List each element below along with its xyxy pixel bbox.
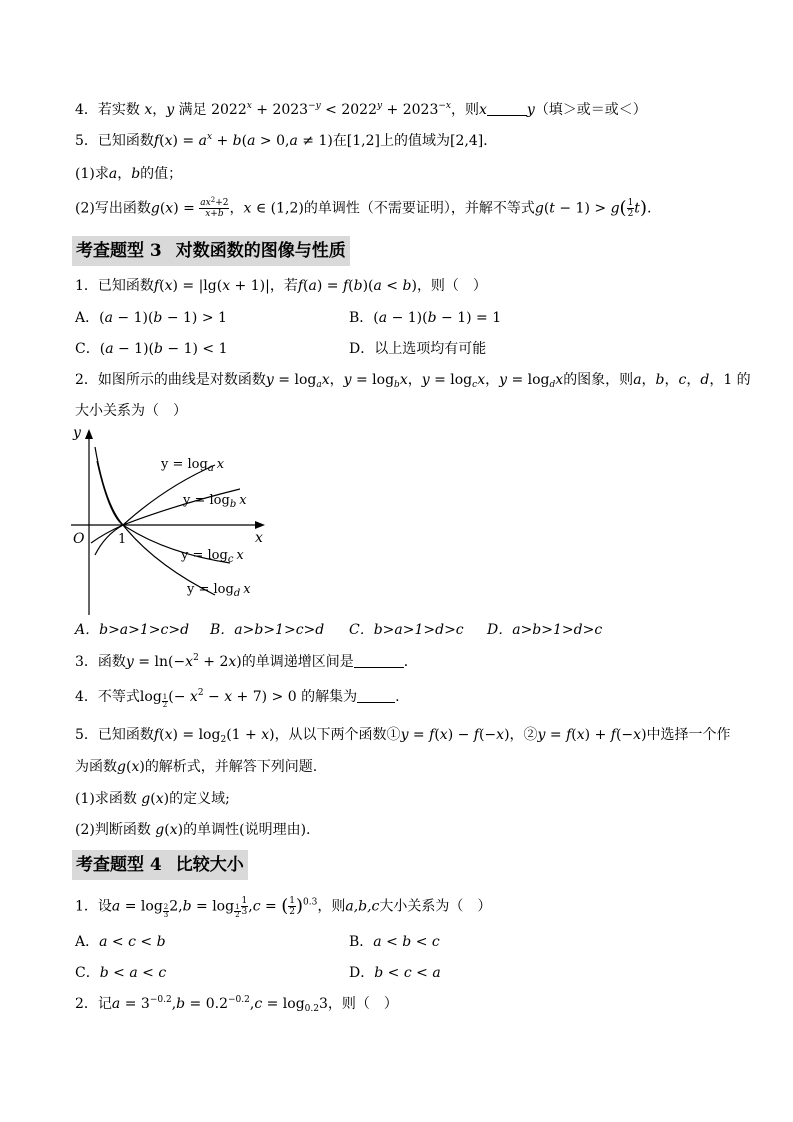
x-axis-label: x bbox=[255, 530, 263, 546]
x-axis-arrow bbox=[255, 521, 265, 529]
curve-label-b bbox=[182, 493, 247, 510]
option-d[interactable]: D．以上选项均有可能 bbox=[349, 341, 487, 357]
option-b[interactable]: B．(a − 1)(b − 1) = 1 bbox=[349, 310, 502, 326]
option-a[interactable]: A．b>a>1>c>d bbox=[75, 622, 190, 638]
option-b[interactable]: B．a < b < c bbox=[349, 934, 440, 950]
one-label: 1 bbox=[118, 532, 127, 547]
log-curves-graph bbox=[65, 425, 275, 620]
svg-text:y = logbx: $y = \log_b x$ bbox=[183, 493, 247, 510]
y-axis-arrow bbox=[85, 429, 93, 439]
sec3-question-5-part-2: (2)判断函数 g(x)的单调性(说明理由). bbox=[75, 822, 311, 838]
option-c[interactable]: C．b < a < c bbox=[75, 965, 167, 981]
answer-blank[interactable] bbox=[357, 688, 395, 703]
question-5-part-2: (2)写出函数g(x) = $\frac{ax^2+2}{x+b}$ ，x ∈ (1,2)的单调性（不需要证明），并解不等式g(t − 1) > g( $\frac{1}{2}$ t). bbox=[75, 196, 652, 219]
sec4-question-2: 2．记$a = 3^{-0.2},b = 0.2^{-0.2},c = \log_{0.2}3$，则（ ） bbox=[75, 995, 398, 1014]
option-c[interactable]: C．(a − 1)(b − 1) < 1 bbox=[75, 341, 228, 357]
question-5-part-1: (1)求a，b的值； bbox=[75, 166, 183, 182]
answer-blank[interactable] bbox=[354, 653, 404, 668]
option-d[interactable]: D．a>b>1>d>c bbox=[487, 622, 603, 638]
option-a[interactable]: A．(a − 1)(b − 1) > 1 bbox=[75, 310, 227, 326]
question-5-exponent: 5．已知函数$f(x) = a^x + b(a > 0,a \ne 1)$在[1,2]上的值域为[2,4]． bbox=[75, 132, 498, 149]
option-d[interactable]: D．b < c < a bbox=[349, 965, 441, 981]
option-a[interactable]: A．a < c < b bbox=[75, 934, 166, 950]
sec4-question-1: 1．设a = log $_{\frac{2}{3}}$ 2,b = log $_{\frac{1}{2}}$ $\frac{1}{3}$ ,c = ( $\frac{1}{2}$ )$^{0.3}$，则a,b,c大小关系为（ ） bbox=[75, 895, 492, 919]
sec3-question-2-line2: 大小关系为（ ） bbox=[75, 403, 187, 419]
sec3-question-5: 5．已知函数$f(x) = \log_2(1 + x)$，从以下两个函数①y = f(x) − f(−x)，②y = f(x) + f(−x)中选择一个作 bbox=[75, 727, 731, 745]
sec3-question-2: 2．如图所示的曲线是对数函数$y = \log_ax$，$y = \log_bx$，$y = \log_cx$，$y = \log_dx$的图象，则a，b，c，d，1 的 bbox=[75, 372, 751, 390]
svg-text:y = logdx: $y = \log_d x$ bbox=[187, 582, 251, 599]
option-b[interactable]: B．a>b>1>c>d bbox=[210, 622, 325, 638]
curve-label-d bbox=[186, 582, 251, 599]
svg-text:y = logax: $y = \log_a x$ bbox=[161, 457, 225, 474]
answer-blank[interactable] bbox=[487, 101, 527, 116]
sec3-question-5-part-1: (1)求函数 g(x)的定义域; bbox=[75, 791, 230, 807]
svg-text:y = logcx: $y = \log_c x$ bbox=[181, 548, 244, 565]
question-4-exponent: 4．若实数 x，y 满足 $2022^x + 2023^{-y} < 2022^y + 2023^{-x}$，则x y（填＞或＝或＜） bbox=[75, 101, 647, 118]
section-heading-3: 考查题型 3 对数函数的图像与性质 bbox=[72, 236, 350, 266]
y-axis-label: y bbox=[73, 425, 81, 441]
section-heading-4: 考查题型 4 比较大小 bbox=[72, 850, 248, 880]
sec3-question-5-line2: 为函数g(x)的解析式，并解答下列问题. bbox=[75, 759, 318, 775]
option-c[interactable]: C．b>a>1>d>c bbox=[349, 622, 464, 638]
sec3-question-4: 4．不等式log $_{\frac{1}{2}}$ (− $x^2 - x + 7) > 0$ 的解集为 . bbox=[75, 688, 400, 709]
sec3-question-1: 1．已知函数f(x) = |lg(x + 1)|，若f(a) = f(b)(a < b)，则（ ） bbox=[75, 278, 487, 294]
curve-label-c bbox=[180, 548, 244, 565]
sec3-question-3: 3．函数$y = \ln(-x^2 + 2x)$的单调递增区间是 ． bbox=[75, 653, 418, 670]
origin-label: O bbox=[73, 531, 85, 547]
